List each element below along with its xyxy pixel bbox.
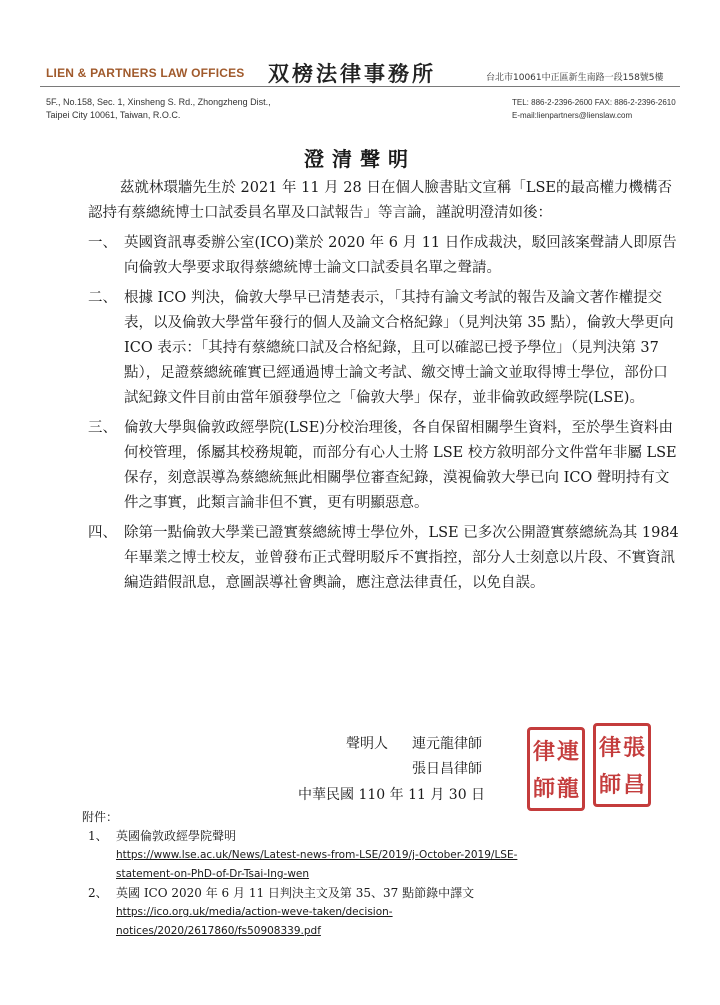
attachment-link-1a[interactable]: https://www.lse.ac.uk/News/Latest-news-from-LSE/2019/j-October-2019/LSE-	[116, 849, 518, 861]
address-en	[46, 96, 346, 122]
firm-name-zh: 双榜法律事務所	[268, 62, 436, 86]
statement-item-4	[88, 521, 680, 596]
email: E-mail:lienpartners@lienslaw.com	[512, 111, 633, 120]
attachment-link-1b[interactable]: statement-on-PhD-of-Dr-Tsai-Ing-wen	[116, 868, 310, 880]
seal-char: 龍	[556, 776, 579, 802]
item-text: 除第一點倫敦大學業已證實蔡總統博士學位外，LSE 已多次公開證實蔡總統為其 1984 年畢業之博士校友，並曾發布正式聲明駁斥不實指控，部分人士刻意以片段、不實資訊編造錯假訊息，意圖誤導社會輿論，應注意法律責任，以免自誤。	[124, 525, 679, 591]
declarant-label: 聲明人	[346, 736, 388, 752]
statement-item-3	[88, 416, 680, 516]
item-text: 倫敦大學與倫敦政經學院(LSE)分校治理後，各自保留相關學生資料，至於學生資料由何校管理，係屬其校務規範，而部分有心人士將 LSE 校方敘明部分文件當年非屬 LSE 保存，刻意誤導為蔡總統無此相關學位審查紀錄，漠視倫敦大學已向 ICO 聲明持有文件之事實，此類言論非但不實，更有明顯惡意。	[124, 420, 677, 511]
statement-item-1	[88, 231, 680, 281]
seal-char: 律	[532, 739, 555, 765]
attachment-number: 1、	[88, 829, 108, 843]
seal-char: 師	[598, 772, 621, 798]
intro-paragraph: 茲就林環牆先生於 2021 年 11 月 28 日在個人臉書貼文宣稱「LSE的最高權力機構否認持有蔡總統博士口試委員名單及口試報告」等言論，謹說明澄清如後：	[88, 180, 672, 221]
lawyer-2-name: 張日昌律師	[412, 761, 482, 777]
item-text: 英國資訊專委辦公室(ICO)業於 2020 年 6 月 11 日作成裁決，駁回該案聲請人即原告向倫敦大學要求取得蔡總統博士論文口試委員名單之聲請。	[124, 235, 677, 276]
address-en-line2: Taipei City 10061, Taiwan, R.O.C.	[46, 110, 181, 120]
attachment-link-2b[interactable]: notices/2020/2617860/fs50908339.pdf	[116, 925, 321, 937]
seal-char: 張	[622, 735, 645, 761]
contact-info	[512, 96, 712, 122]
attachment-link-2a[interactable]: https://ico.org.uk/media/action-weve-taken/decision-	[116, 906, 393, 918]
statement-item-2	[88, 286, 680, 411]
tel-fax: TEL: 886-2-2396-2600 FAX: 886-2-2396-2610	[512, 98, 676, 107]
item-number: 三、	[88, 420, 117, 436]
seal-char: 師	[532, 776, 555, 802]
signature-date: 中華民國 110 年 11 月 30 日	[298, 787, 486, 803]
item-number: 一、	[88, 235, 117, 251]
statement-body	[88, 176, 680, 596]
attachments-heading: 附件：	[82, 810, 119, 824]
lawyer-1-name: 連元龍律師	[412, 736, 482, 752]
attachments	[82, 808, 688, 941]
header-divider	[40, 86, 680, 87]
item-number: 二、	[88, 290, 117, 306]
seal-char: 律	[598, 735, 621, 761]
seal-lawyer-2	[593, 723, 651, 807]
seal-char: 昌	[622, 772, 645, 798]
attachment-item-2	[88, 884, 688, 941]
seal-lawyer-1	[527, 727, 585, 811]
firm-name-en: LIEN & PARTNERS LAW OFFICES	[46, 66, 245, 80]
attachment-number: 2、	[88, 886, 108, 900]
item-text: 根據 ICO 判決，倫敦大學早已清楚表示，「其持有論文考試的報告及論文著作權提交表，以及倫敦大學當年發行的個人及論文合格紀錄」（見判決第 35 點），倫敦大學更向 ICO 表示：「其持有蔡總統口試及合格紀錄，且可以確認已授予學位」（見判決第 37 點），足證蔡總統確實已經通過博士論文考試、繳交博士論文並取得博士學位，部份口試紀錄文件目前由當年頒發學位之「倫敦大學」保存，並非倫敦政經學院(LSE)。	[124, 290, 674, 406]
attachment-title: 英國倫敦政經學院聲明	[116, 829, 237, 843]
address-zh: 台北市10061中正區新生南路一段158號5樓	[486, 73, 664, 83]
document-title: 澄清聲明	[304, 147, 416, 171]
address-en-line1: 5F., No.158, Sec. 1, Xinsheng S. Rd., Zhongzheng Dist.,	[46, 97, 271, 107]
seal-char: 連	[556, 739, 579, 765]
item-number: 四、	[88, 525, 117, 541]
letterhead	[0, 0, 720, 130]
attachment-title: 英國 ICO 2020 年 6 月 11 日判決主文及第 35、37 點節錄中譯文	[116, 886, 475, 900]
attachment-item-1	[88, 827, 688, 884]
